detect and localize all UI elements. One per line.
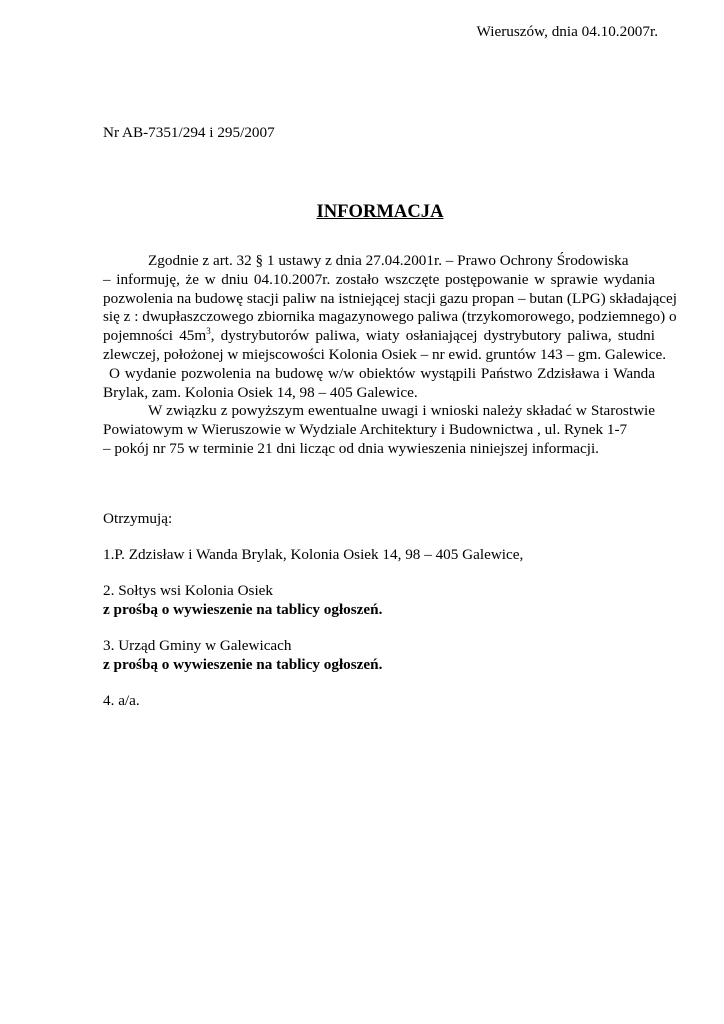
- paragraph-3-line-2: Powiatowym w Wieruszowie w Wydziale Architektury i Budownictwa , ul. Rynek 1-7: [103, 421, 628, 439]
- place-date: Wieruszów, dnia 04.10.2007r.: [476, 23, 658, 40]
- recipient-3-name: 3. Urząd Gminy w Galewicach: [103, 637, 292, 654]
- paragraph-3-line-3: – pokój nr 75 w terminie 21 dni licząc od dnia wywieszenia niniejszej informacji.: [103, 439, 599, 457]
- recipient-1: 1.P. Zdzisław i Wanda Brylak, Kolonia Osiek 14, 98 – 405 Galewice,: [103, 546, 524, 563]
- capacity-text: pojemności 45m: [103, 327, 207, 345]
- paragraph-3-line-1: W związku z powyższym ewentualne uwagi i wnioski należy składać w Starostwie: [148, 402, 655, 420]
- paragraph-1-line-1: Zgodnie z art. 32 § 1 ustawy z dnia 27.04.2001r. – Prawo Ochrony Środowiska: [148, 252, 629, 269]
- paragraph-2-line-2: Brylak, zam. Kolonia Osiek 14, 98 – 405 Galewice.: [103, 383, 418, 401]
- paragraph-1-line-3: pozwolenia na budowę stacji paliw na istniejącej stacji gazu propan – butan (LPG) składającej: [103, 289, 677, 307]
- paragraph-1-line-6: zlewczej, położonej w miejscowości Kolonia Osiek – nr ewid. gruntów 143 – gm. Galewice.: [103, 345, 667, 363]
- recipient-2-name: 2. Sołtys wsi Kolonia Osiek: [103, 582, 274, 599]
- recipient-4: 4. a/a.: [103, 692, 140, 709]
- document-body: [103, 252, 677, 459]
- paragraph-2-line-1: O wydanie pozwolenia na budowę w/w obiektów wystąpili Państwo Zdzisława i Wanda: [109, 364, 655, 382]
- paragraph-1-line-5-rest: , dystrybutorów paliwa, wiaty osłaniającej dystrybutory paliwa, studni: [210, 327, 655, 345]
- paragraph-1-line-2: – informuję, że w dniu 04.10.2007r. zostało wszczęte postępowanie w sprawie wydania: [103, 270, 655, 288]
- cubic-superscript: 3: [206, 326, 211, 337]
- recipient-2-request: z prośbą o wywieszenie na tablicy ogłoszeń.: [103, 601, 383, 618]
- recipient-3-request: z prośbą o wywieszenie na tablicy ogłoszeń.: [103, 656, 383, 673]
- document-title: INFORMACJA: [316, 201, 444, 222]
- recipients-heading: Otrzymują:: [103, 510, 173, 527]
- recipients-section: [103, 509, 663, 710]
- paragraph-1-line-5: [103, 327, 655, 346]
- paragraph-1-line-4: się z : dwupłaszczowego zbiornika magazynowego paliwa (trzykomorowego, podziemnego) o: [103, 308, 677, 326]
- reference-number: Nr AB-7351/294 i 295/2007: [103, 124, 275, 141]
